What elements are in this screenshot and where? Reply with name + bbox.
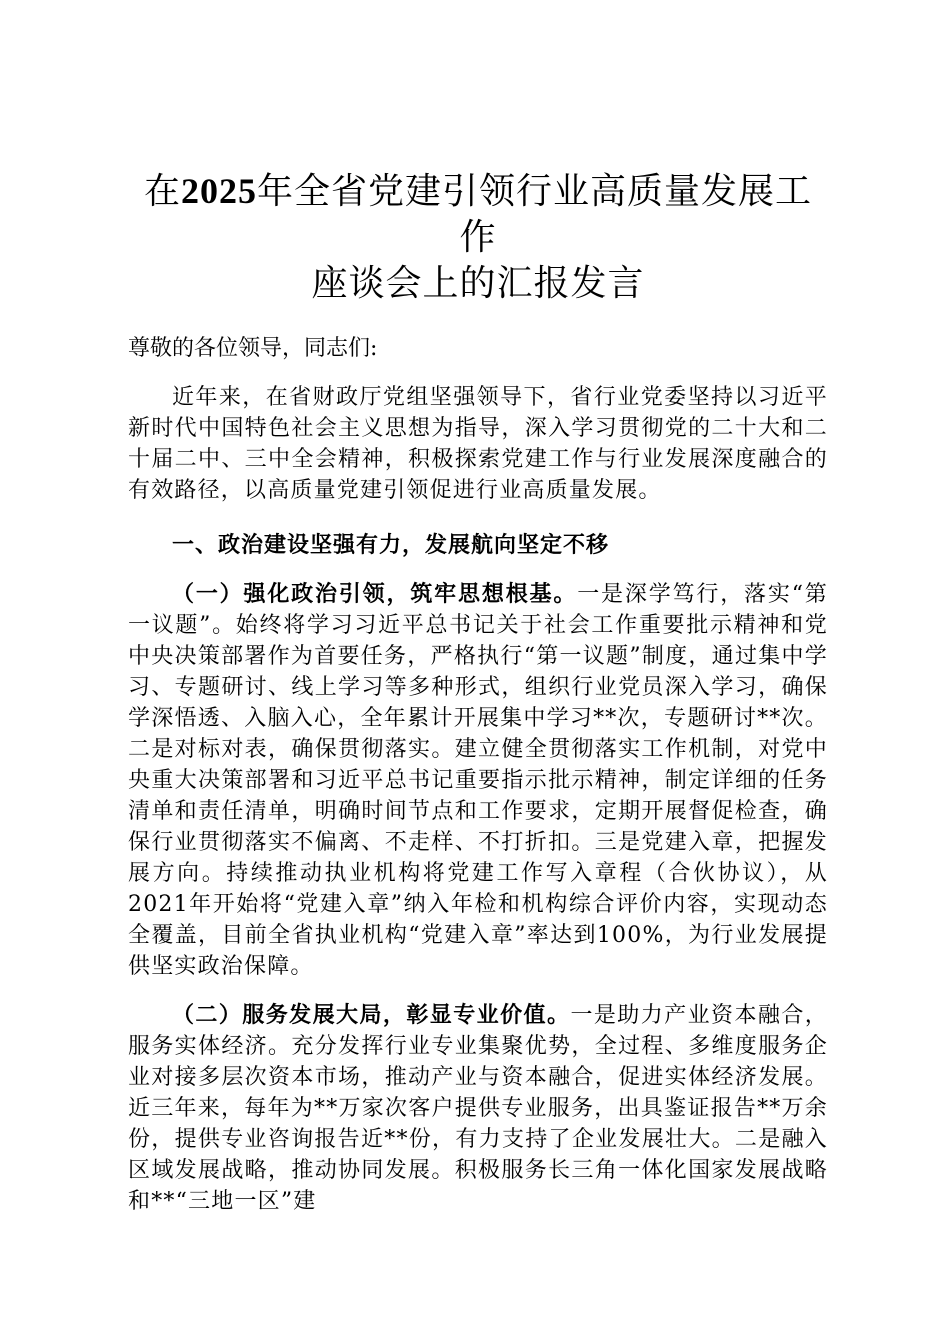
title-year: 2025 <box>181 171 257 211</box>
title-line2: 座谈会上的汇报发言 <box>311 263 645 304</box>
paragraph-1-body: 一是深学笃行，落实“第一议题”。始终将学习习近平总书记关于社会工作重要批示精神和党中央决策部署作为首要任务，严格执行“第一议题”制度，通过集中学习、专题研讨、线上学习等多种形式，组织行业党员深入学习，确保学深悟透、入脑入心，全年累计开展集中学习**次，专题研讨**次。二是对标对表，确保贯彻落实。建立健全贯彻落实工作机制，对党中央重大决策部署和习近平总书记重要指示批示精神，制定详细的任务清单和责任清单，明确时间节点和工作要求，定期开展督促检查，确保行业贯彻落实不偏离、不走样、不打折扣。三是党建入章，把握发展方向。持续推动执业机构将党建工作写入章程（合伙协议），从2021年开始将“党建入章”纳入年检和机构综合评价内容，实现动态全覆盖，目前全省执业机构“党建入章”率达到100%，为行业发展提供坚实政治保障。 <box>128 582 828 979</box>
section-heading-1: 一、政治建设坚强有力，发展航向坚定不移 <box>172 532 610 558</box>
title-pre: 在 <box>143 171 181 212</box>
intro-paragraph: 近年来，在省财政厅党组坚强领导下，省行业党委坚持以习近平新时代中国特色社会主义思想为指导，深入学习贯彻党的二十大和二十届二中、三中全会精神，积极探索党建工作与行业发展深度融合的有效路径，以高质量党建引领促进行业高质量发展。 <box>128 385 828 503</box>
document-page <box>128 168 828 1235</box>
paragraph-2 <box>128 1000 828 1217</box>
paragraph-1-lead: （一）强化政治引领，筑牢思想根基。 <box>172 581 578 607</box>
paragraph-2-body: 一是助力产业资本融合，服务实体经济。充分发挥行业专业集聚优势，全过程、多维度服务企业对接多层次资本市场，推动产业与资本融合，促进实体经济发展。近三年来，每年为**万家次客户提供专业服务，出具鉴证报告**万余份，提供专业咨询报告近**份，有力支持了企业发展壮大。二是融入区域发展战略，推动协同发展。积极服务长三角一体化国家发展战略和**“三地一区”建 <box>128 1003 829 1214</box>
salutation: 尊敬的各位领导，同志们: <box>128 336 378 361</box>
paragraph-1 <box>128 579 828 982</box>
document-title <box>128 168 828 307</box>
paragraph-2-lead: （二）服务发展大局，彰显专业价值。 <box>172 1002 571 1028</box>
title-line1-post: 年全省党建引领行业高质量发展工作 <box>257 171 813 258</box>
